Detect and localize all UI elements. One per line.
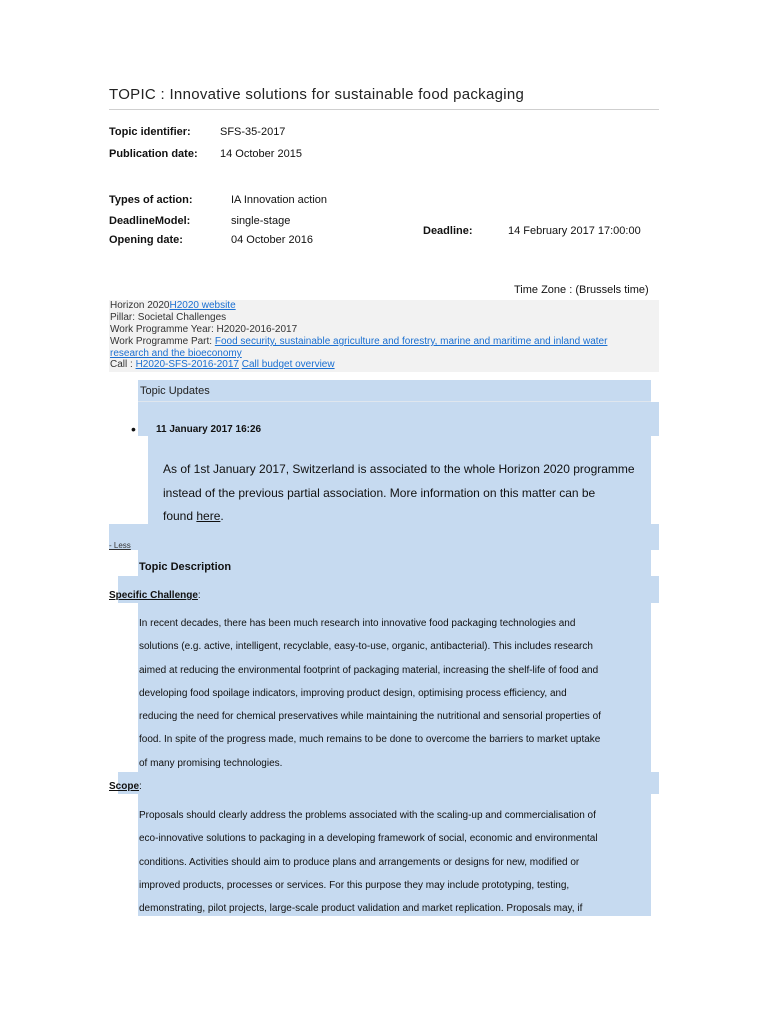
update-text-line-1: As of 1st January 2017, Switzerland is associated to the whole Horizon 2020 programme: [163, 462, 635, 476]
topic-description-heading: Topic Description: [139, 561, 232, 573]
update-text-line-3: [163, 505, 224, 529]
update-date: 11 January 2017 16:26: [156, 424, 262, 435]
deadline-value: 14 February 2017 17:00:00: [508, 225, 641, 237]
opening-date-value: 04 October 2016: [231, 234, 313, 246]
deadline-label: Deadline:: [423, 225, 473, 237]
page-title: TOPIC : Innovative solutions for sustainable food packaging: [109, 86, 659, 110]
h2020-website-link[interactable]: H2020 website: [169, 300, 236, 311]
here-link[interactable]: here: [196, 509, 221, 523]
challenge-line: In recent decades, there has been much research into innovative food packaging technologies and: [139, 618, 576, 629]
scope-line: conditions. Activities should aim to produce plans and arrangements or designs for new, modified or: [139, 856, 580, 868]
topic-updates-heading: Topic Updates: [140, 385, 210, 397]
horizon-line: [110, 300, 236, 312]
time-zone: Time Zone : (Brussels time): [514, 284, 649, 296]
wp-part-line: [110, 336, 607, 348]
bullet: •: [131, 421, 136, 437]
specific-challenge-text: [139, 612, 659, 775]
challenge-line: food. In spite of the progress made, much remains to be done to overcome the barriers to market uptake: [139, 734, 601, 746]
call-budget-link[interactable]: Call budget overview: [241, 359, 335, 370]
scope-text: [139, 804, 659, 920]
specific-challenge-heading: [109, 590, 201, 601]
horizon-prefix: Horizon 2020: [110, 300, 170, 311]
update-text-prefix: found: [163, 509, 197, 523]
deadline-model-value: single-stage: [231, 215, 291, 227]
opening-date-label: Opening date:: [109, 234, 183, 246]
topic-identifier-value: SFS-35-2017: [220, 126, 286, 138]
specific-challenge-label: Specific Challenge: [109, 590, 198, 601]
less-toggle-link[interactable]: - Less: [109, 541, 131, 550]
call-id-link[interactable]: H2020-SFS-2016-2017: [135, 359, 239, 370]
types-of-action-label: Types of action:: [109, 194, 193, 206]
scope-band: [118, 772, 659, 794]
wp-year-line: Work Programme Year: H2020-2016-2017: [110, 324, 298, 335]
pillar-line: Pillar: Societal Challenges: [110, 312, 227, 323]
challenge-line: aimed at reducing the environmental footprint of packaging material, increasing the shelf-life of food and: [139, 664, 599, 676]
specific-challenge-colon: :: [197, 590, 201, 601]
scope-line: eco-innovative solutions to packaging in a developing framework of social, economic and environmental: [139, 833, 598, 845]
deadline-model-label: DeadlineModel:: [109, 215, 191, 227]
challenge-line: of many promising technologies.: [139, 757, 283, 769]
scope-line: improved products, processes or services. For this purpose they may include prototyping, testing,: [139, 879, 570, 891]
wp-part-prefix: Work Programme Part:: [110, 336, 215, 347]
publication-date-value: 14 October 2015: [220, 148, 302, 160]
scope-line: demonstrating, pilot projects, large-scale product validation and market replication. Proposals may, if: [139, 903, 583, 915]
scope-label: Scope: [109, 781, 140, 792]
challenge-line: solutions (e.g. active, intelligent, recyclable, easy-to-use, organic, antibacterial). This includes research: [139, 641, 593, 653]
wp-part-link-continued[interactable]: research and the bioeconomy: [110, 348, 242, 359]
call-line: [110, 359, 335, 371]
update-text-suffix: .: [220, 509, 224, 523]
wp-part-link[interactable]: Food security, sustainable agriculture and forestry, marine and maritime and inland water: [214, 336, 608, 347]
challenge-line: reducing the need for chemical preservatives while maintaining the nutritional and sensorial properties of: [139, 711, 601, 723]
types-of-action-value: IA Innovation action: [231, 194, 328, 206]
publication-date-label: Publication date:: [109, 148, 198, 160]
call-prefix: Call :: [110, 359, 136, 370]
scope-line: Proposals should clearly address the problems associated with the scaling-up and commercialisation of: [139, 810, 596, 821]
scope-heading: [109, 781, 142, 792]
topic-identifier-label: Topic identifier:: [109, 126, 191, 138]
scope-colon: :: [139, 781, 142, 792]
update-text-line-2: instead of the previous partial association. More information on this matter can be: [163, 485, 596, 500]
challenge-line: developing food spoilage indicators, improving product design, optimising process efficiency, and: [139, 687, 567, 699]
updates-header-bg: [138, 380, 651, 402]
